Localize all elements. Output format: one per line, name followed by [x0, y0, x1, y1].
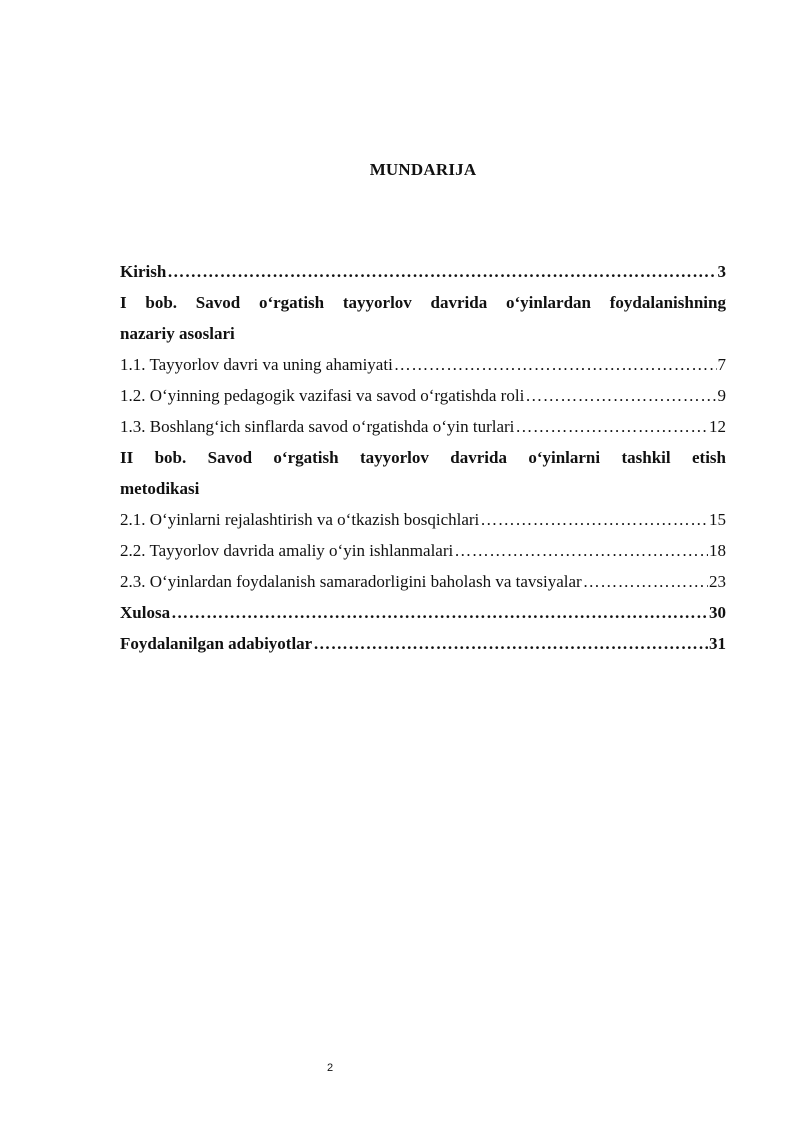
chapter-heading-line: I bob. Savod o‘rgatish tayyorlov davrida o‘yinlardan foydalanishning: [120, 293, 726, 312]
dot-leader: [313, 628, 708, 659]
toc-entry-label: 2.2. Tayyorlov davrida amaliy o‘yin ishlanmalari: [120, 541, 454, 560]
page-title: MUNDARIJA: [369, 160, 477, 179]
toc-entry-1-2: [120, 380, 726, 411]
toc-entry-label: Foydalanilgan adabiyotlar: [120, 634, 313, 653]
toc-entry-conclusion: [120, 597, 726, 628]
toc-entry-label: 2.3. O‘yinlardan foydalanish samaradorligini baholash va tavsiyalar: [120, 572, 582, 591]
dot-leader: [515, 411, 708, 442]
toc-entry-intro: [120, 256, 726, 287]
dot-leader: [394, 349, 717, 380]
toc-entry-page: 15: [709, 510, 726, 529]
dot-leader: [167, 256, 716, 287]
toc-entry-2-3: [120, 566, 726, 597]
dot-leader: [480, 504, 708, 535]
chapter-heading-line: II bob. Savod o‘rgatish tayyorlov davrida o‘yinlarni tashkil etish: [120, 448, 726, 467]
toc-entry-page: 31: [709, 634, 726, 653]
toc-entry-page: 30: [709, 603, 726, 622]
chapter-heading-line: nazariy asoslari: [120, 324, 235, 343]
dot-leader: [583, 566, 708, 597]
toc-entry-label: 1.3. Boshlang‘ich sinflarda savod o‘rgatishda o‘yin turlari: [120, 417, 515, 436]
toc-entry-label: Kirish: [120, 262, 167, 281]
toc-entry-label: Xulosa: [120, 603, 171, 622]
toc-chapter-1-heading: [120, 287, 726, 349]
chapter-heading-line: metodikasi: [120, 479, 200, 498]
toc-entry-references: [120, 628, 726, 659]
dot-leader: [525, 380, 716, 411]
dot-leader: [454, 535, 708, 566]
toc-entry-page: 9: [717, 386, 726, 405]
toc-chapter-2-heading: [120, 442, 726, 504]
toc-entry-label: 1.1. Tayyorlov davri va uning ahamiyati: [120, 355, 393, 374]
toc-entry-page: 23: [709, 572, 726, 591]
toc-entry-2-2: [120, 535, 726, 566]
page-number: 2: [326, 1062, 334, 1074]
toc-entry-1-3: [120, 411, 726, 442]
toc-entry-page: 12: [709, 417, 726, 436]
toc-entry-page: 3: [717, 262, 726, 281]
toc-entry-label: 2.1. O‘yinlarni rejalashtirish va o‘tkazish bosqichlari: [120, 510, 480, 529]
table-of-contents: [120, 256, 726, 659]
toc-entry-2-1: [120, 504, 726, 535]
dot-leader: [171, 597, 708, 628]
toc-entry-page: 18: [709, 541, 726, 560]
toc-entry-label: 1.2. O‘yinning pedagogik vazifasi va savod o‘rgatishda roli: [120, 386, 525, 405]
toc-entry-page: 7: [717, 355, 726, 374]
toc-entry-1-1: [120, 349, 726, 380]
